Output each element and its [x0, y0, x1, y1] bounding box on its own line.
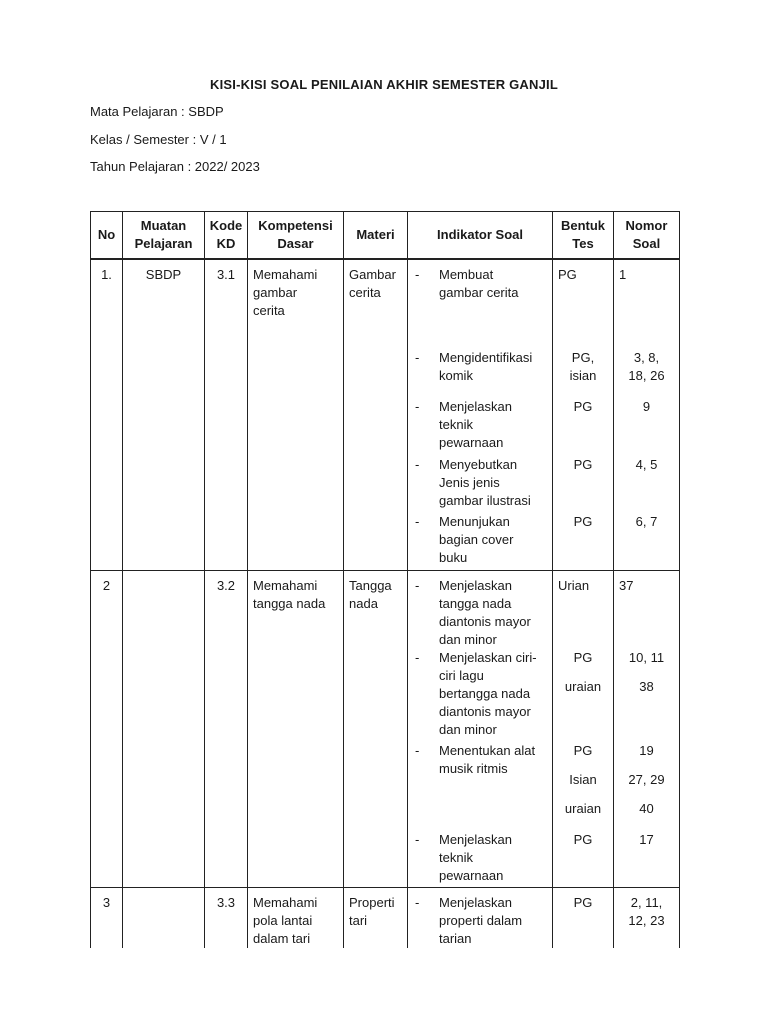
- class-semester-line: Kelas / Semester : V / 1: [90, 132, 227, 147]
- cell-muatan: [123, 888, 205, 949]
- cell-indikator: - Menyebutkan Jenis jenis gambar ilustrasi: [408, 456, 553, 513]
- cell-no: 1.: [91, 259, 123, 570]
- cell-bentuk: PG, isian: [553, 349, 614, 398]
- cell-nomor: 19 27, 29 40: [614, 742, 680, 831]
- cell-kompetensi: Memahami pola lantai dalam tari: [248, 888, 344, 949]
- cell-indikator: - Menjelaskan teknik pewarnaan: [408, 831, 553, 888]
- cell-bentuk: Urian: [553, 570, 614, 649]
- table-row: [91, 259, 680, 349]
- header-kompetensi: Kompetensi Dasar: [248, 212, 344, 260]
- header-bentuk: Bentuk Tes: [553, 212, 614, 260]
- cell-bentuk: PG: [553, 831, 614, 888]
- cell-nomor: 37: [614, 570, 680, 649]
- cell-kode: 3.2: [205, 570, 248, 888]
- cell-nomor: 4, 5: [614, 456, 680, 513]
- cell-materi: Tangga nada: [344, 570, 408, 888]
- header-kode: Kode KD: [205, 212, 248, 260]
- header-nomor: Nomor Soal: [614, 212, 680, 260]
- cell-kompetensi: Memahami tangga nada: [248, 570, 344, 888]
- cell-indikator: - Menjelaskan properti dalam tarian: [408, 888, 553, 949]
- kisi-kisi-table: [90, 211, 680, 948]
- cell-nomor: 1: [614, 259, 680, 349]
- cell-indikator: - Mengidentifikasi komik: [408, 349, 553, 398]
- cell-indikator: - Menjelaskan tangga nada diantonis mayor dan minor: [408, 570, 553, 649]
- cell-no: 2: [91, 570, 123, 888]
- cell-nomor: 10, 11 38: [614, 649, 680, 742]
- header-indikator: Indikator Soal: [408, 212, 553, 260]
- cell-materi: Gambar cerita: [344, 259, 408, 570]
- cell-no: 3: [91, 888, 123, 949]
- cell-kompetensi: Memahami gambar cerita: [248, 259, 344, 570]
- cell-nomor: 2, 11, 12, 23: [614, 888, 680, 949]
- cell-nomor: 3, 8, 18, 26: [614, 349, 680, 398]
- cell-muatan: SBDP: [123, 259, 205, 570]
- header-muatan: Muatan Pelajaran: [123, 212, 205, 260]
- cell-nomor: 6, 7: [614, 513, 680, 570]
- cell-bentuk: PG uraian: [553, 649, 614, 742]
- cell-bentuk: PG: [553, 398, 614, 456]
- cell-bentuk: PG: [553, 888, 614, 949]
- table-header-row: [91, 212, 680, 260]
- cell-nomor: 17: [614, 831, 680, 888]
- cell-nomor: 9: [614, 398, 680, 456]
- document-title: KISI-KISI SOAL PENILAIAN AKHIR SEMESTER GANJIL: [210, 77, 558, 92]
- cell-indikator: - Menjelaskan ciri- ciri lagu bertangga nada diantonis mayor dan minor: [408, 649, 553, 742]
- table-row: [91, 570, 680, 649]
- school-year-line: Tahun Pelajaran : 2022/ 2023: [90, 159, 260, 174]
- cell-bentuk: PG: [553, 259, 614, 349]
- cell-indikator: - Menunjukan bagian cover buku: [408, 513, 553, 570]
- subject-line: Mata Pelajaran : SBDP: [90, 104, 224, 119]
- cell-bentuk: PG: [553, 513, 614, 570]
- cell-indikator: - Menentukan alat musik ritmis: [408, 742, 553, 831]
- header-no: No: [91, 212, 123, 260]
- cell-kode: 3.3: [205, 888, 248, 949]
- table-row: [91, 888, 680, 949]
- header-materi: Materi: [344, 212, 408, 260]
- cell-indikator: - Membuat gambar cerita: [408, 259, 553, 349]
- cell-kode: 3.1: [205, 259, 248, 570]
- cell-bentuk: PG: [553, 456, 614, 513]
- cell-muatan: [123, 570, 205, 888]
- cell-bentuk: PG Isian uraian: [553, 742, 614, 831]
- cell-indikator: - Menjelaskan teknik pewarnaan: [408, 398, 553, 456]
- cell-materi: Properti tari: [344, 888, 408, 949]
